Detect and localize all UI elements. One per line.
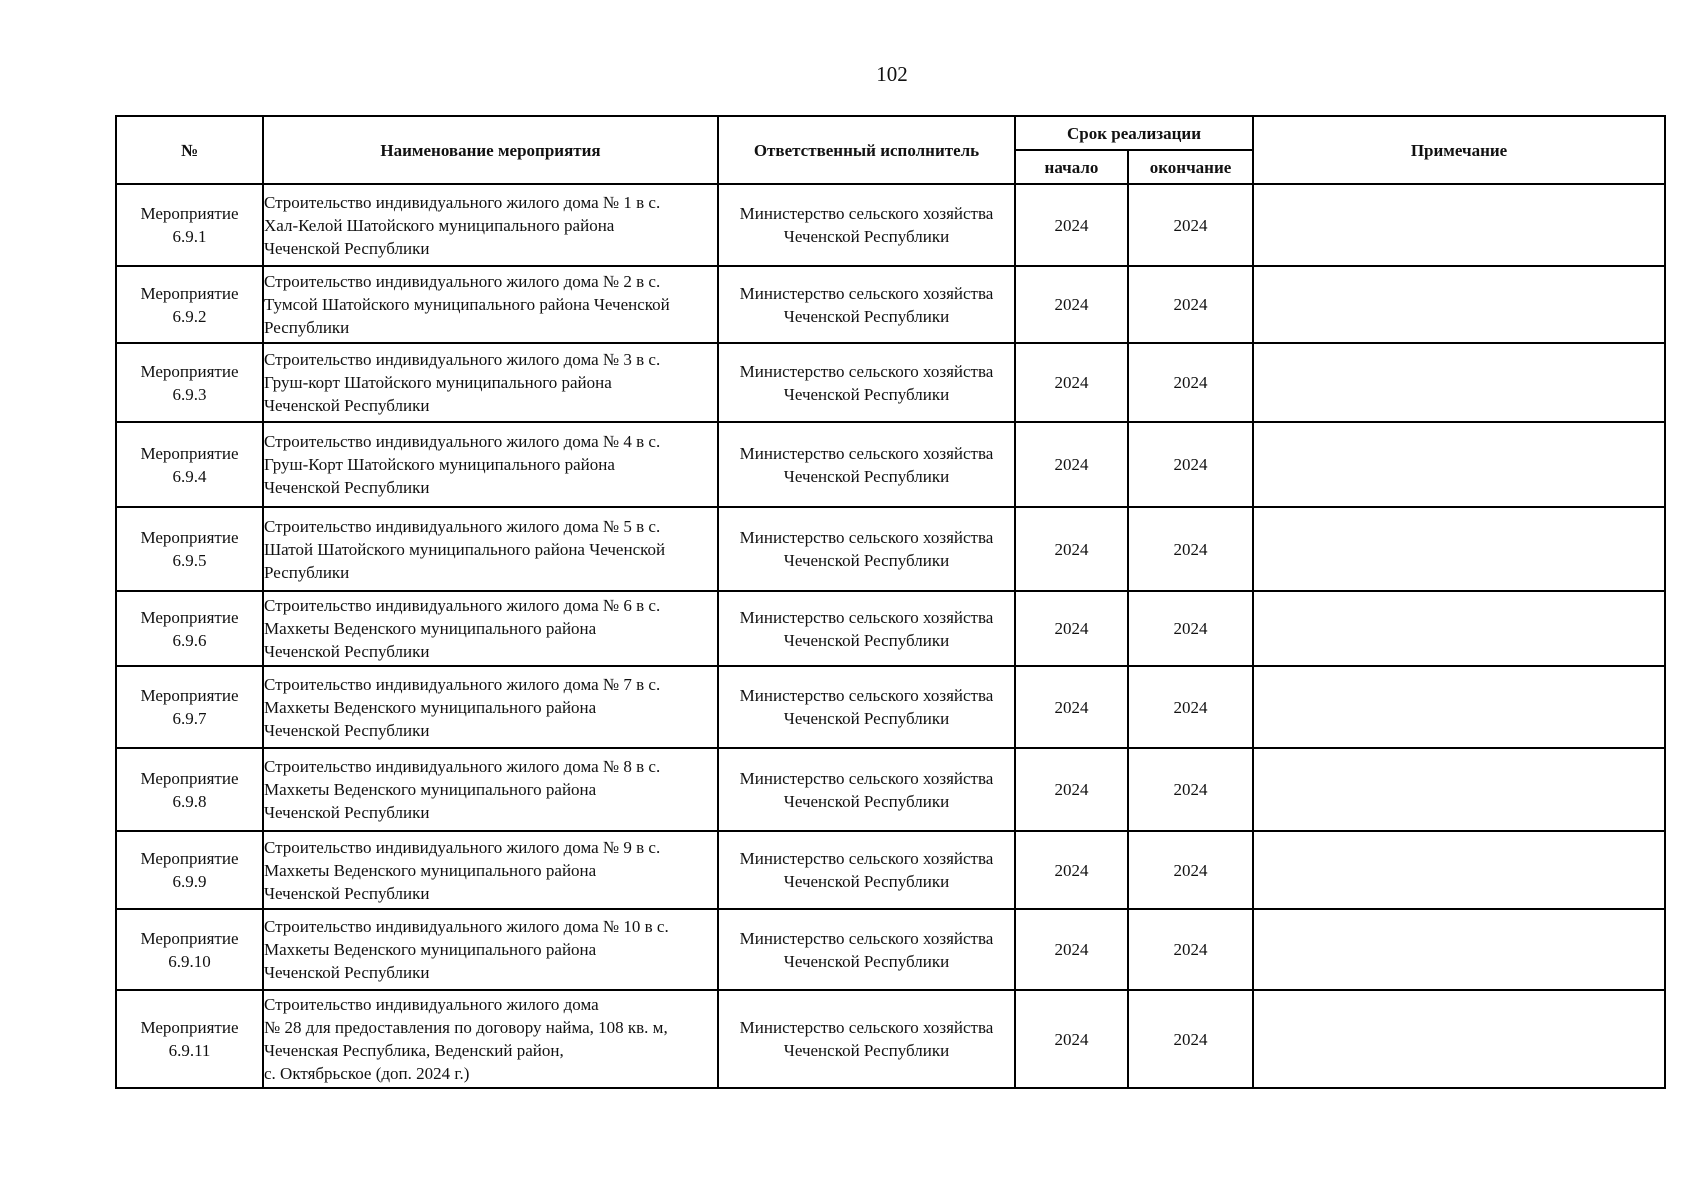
activity-name-cell-text: Строительство индивидуального жилого дома № 7 в с. Махкеты Веденского муниципального района Чеченской Республики (264, 674, 661, 740)
activity-name-cell-text: Строительство индивидуального жилого дома № 1 в с. Хал-Келой Шатойского муниципального района Чеченской Республики (264, 192, 661, 258)
end-year-cell (1128, 343, 1253, 422)
executor-cell (718, 343, 1015, 422)
start-year-cell-text: 2024 (1054, 860, 1089, 880)
executor-cell-text: Министерство сельского хозяйства Чеченской Республики (739, 607, 994, 650)
activity-number-cell (116, 591, 263, 666)
end-year-cell (1128, 184, 1253, 266)
end-year-cell-text: 2024 (1173, 697, 1208, 717)
activity-number-cell-text: Мероприятие 6.9.3 (140, 361, 239, 404)
executor-cell (718, 909, 1015, 990)
header-num: № (116, 116, 263, 184)
activity-number-cell-text: Мероприятие 6.9.11 (140, 1018, 239, 1060)
end-year-cell (1128, 748, 1253, 831)
end-year-cell (1128, 266, 1253, 343)
start-year-cell-text: 2024 (1054, 697, 1089, 717)
end-year-cell (1128, 591, 1253, 666)
activity-name-cell (263, 422, 718, 507)
activity-name-cell-text: Строительство индивидуального жилого дома № 9 в с. Махкеты Веденского муниципального района Чеченской Республики (264, 837, 661, 903)
start-year-cell (1015, 422, 1128, 507)
executor-cell (718, 184, 1015, 266)
executor-cell-text: Министерство сельского хозяйства Чеченской Республики (739, 528, 994, 570)
header-name: Наименование мероприятия (263, 116, 718, 184)
start-year-cell-text: 2024 (1054, 215, 1089, 235)
start-year-cell-text: 2024 (1054, 455, 1089, 474)
end-year-cell-text: 2024 (1173, 373, 1208, 392)
end-year-cell-text: 2024 (1173, 780, 1208, 799)
end-year-cell (1128, 666, 1253, 748)
activity-number-cell-text: Мероприятие 6.9.10 (140, 928, 239, 971)
activity-name-cell-text: Строительство индивидуального жилого дома № 4 в с. Груш-Корт Шатойского муниципального района Чеченской Республики (264, 432, 661, 497)
executor-cell-text: Министерство сельского хозяйства Чеченской Республики (739, 443, 994, 486)
start-year-cell (1015, 990, 1128, 1088)
executor-cell-text: Министерство сельского хозяйства Чеченской Республики (739, 686, 994, 728)
header-end: окончание (1128, 150, 1253, 184)
activity-name-cell-text: Строительство индивидуального жилого дома № 10 в с. Махкеты Веденского муниципального района Чеченской Республики (264, 917, 669, 982)
executor-cell (718, 422, 1015, 507)
note-cell (1253, 909, 1665, 990)
activity-name-cell-text: Строительство индивидуального жилого дома № 3 в с. Груш-корт Шатойского муниципального района Чеченской Республики (264, 350, 661, 415)
end-year-cell-text: 2024 (1173, 295, 1208, 314)
activity-number-cell (116, 748, 263, 831)
end-year-cell-text: 2024 (1173, 539, 1208, 559)
end-year-cell-text: 2024 (1173, 940, 1208, 959)
table-row (116, 422, 1665, 507)
executor-cell-text: Министерство сельского хозяйства Чеченской Республики (739, 1018, 994, 1060)
table-row (116, 591, 1665, 666)
activity-number-cell (116, 422, 263, 507)
note-cell (1253, 591, 1665, 666)
activity-number-cell (116, 266, 263, 343)
start-year-cell-text: 2024 (1054, 780, 1089, 799)
activity-name-cell (263, 591, 718, 666)
end-year-cell (1128, 990, 1253, 1088)
end-year-cell (1128, 507, 1253, 591)
activity-name-cell-text: Строительство индивидуального жилого дома № 8 в с. Махкеты Веденского муниципального района Чеченской Республики (264, 757, 661, 822)
start-year-cell (1015, 184, 1128, 266)
executor-cell (718, 666, 1015, 748)
note-cell (1253, 422, 1665, 507)
note-cell (1253, 990, 1665, 1088)
table-row (116, 748, 1665, 831)
executor-cell-text: Министерство сельского хозяйства Чеченской Республики (739, 928, 994, 971)
executor-cell-text: Министерство сельского хозяйства Чеченской Республики (739, 361, 994, 404)
activity-number-cell (116, 507, 263, 591)
activity-name-cell (263, 184, 718, 266)
note-cell (1253, 507, 1665, 591)
header-executor: Ответственный исполнитель (718, 116, 1015, 184)
note-cell (1253, 343, 1665, 422)
end-year-cell (1128, 831, 1253, 909)
table-row (116, 507, 1665, 591)
activity-name-cell-text: Строительство индивидуального жилого дома № 5 в с. Шатой Шатойского муниципального района Чеченской Республики (264, 516, 666, 582)
activity-name-cell (263, 266, 718, 343)
start-year-cell-text: 2024 (1054, 619, 1089, 638)
activity-number-cell (116, 666, 263, 748)
activity-number-cell-text: Мероприятие 6.9.8 (140, 768, 239, 811)
executor-cell (718, 591, 1015, 666)
start-year-cell (1015, 748, 1128, 831)
start-year-cell (1015, 507, 1128, 591)
table-row (116, 666, 1665, 748)
activity-name-cell-text: Строительство индивидуального жилого дома № 28 для предоставления по договору найма, 108 кв. м, Чеченская Республика, Веденский район, с. Октябрьское (доп. 2024 г.) (264, 995, 668, 1083)
table-row (116, 909, 1665, 990)
table-row (116, 184, 1665, 266)
activity-number-cell (116, 990, 263, 1088)
table-row (116, 266, 1665, 343)
activity-number-cell-text: Мероприятие 6.9.2 (140, 283, 239, 326)
executor-cell-text: Министерство сельского хозяйства Чеченской Республики (739, 283, 994, 326)
start-year-cell (1015, 831, 1128, 909)
header-start: начало (1015, 150, 1128, 184)
end-year-cell-text: 2024 (1173, 619, 1208, 638)
executor-cell-text: Министерство сельского хозяйства Чеченской Республики (739, 768, 994, 811)
activity-number-cell-text: Мероприятие 6.9.9 (140, 849, 239, 891)
activity-name-cell (263, 909, 718, 990)
table-body (116, 184, 1665, 1088)
note-cell (1253, 666, 1665, 748)
note-cell (1253, 831, 1665, 909)
activities-table (115, 115, 1666, 1089)
activity-number-cell-text: Мероприятие 6.9.1 (140, 204, 239, 246)
activity-number-cell-text: Мероприятие 6.9.6 (140, 607, 239, 650)
activity-number-cell (116, 909, 263, 990)
activity-number-cell (116, 184, 263, 266)
table-row (116, 831, 1665, 909)
start-year-cell-text: 2024 (1054, 940, 1089, 959)
executor-cell (718, 831, 1015, 909)
activity-name-cell (263, 831, 718, 909)
table-row (116, 990, 1665, 1088)
start-year-cell (1015, 666, 1128, 748)
activity-name-cell (263, 343, 718, 422)
start-year-cell (1015, 591, 1128, 666)
executor-cell (718, 266, 1015, 343)
executor-cell (718, 748, 1015, 831)
table-header-row (116, 116, 1665, 150)
start-year-cell-text: 2024 (1054, 1029, 1089, 1049)
header-period: Срок реализации (1015, 116, 1253, 150)
table-row (116, 343, 1665, 422)
activity-name-cell (263, 748, 718, 831)
start-year-cell-text: 2024 (1054, 373, 1089, 392)
note-cell (1253, 184, 1665, 266)
activity-number-cell-text: Мероприятие 6.9.4 (140, 443, 239, 486)
executor-cell-text: Министерство сельского хозяйства Чеченской Республики (739, 204, 994, 246)
activity-number-cell (116, 831, 263, 909)
header-note: Примечание (1253, 116, 1665, 184)
note-cell (1253, 266, 1665, 343)
executor-cell (718, 990, 1015, 1088)
activity-name-cell-text: Строительство индивидуального жилого дома № 6 в с. Махкеты Веденского муниципального района Чеченской Республики (264, 596, 661, 661)
activity-name-cell (263, 507, 718, 591)
start-year-cell (1015, 266, 1128, 343)
end-year-cell (1128, 422, 1253, 507)
page-number: 102 (876, 62, 908, 86)
note-cell (1253, 748, 1665, 831)
activity-name-cell (263, 990, 718, 1088)
activity-name-cell-text: Строительство индивидуального жилого дома № 2 в с. Тумсой Шатойского муниципального района Чеченской Республики (264, 272, 670, 337)
activity-number-cell-text: Мероприятие 6.9.7 (140, 686, 239, 728)
activity-number-cell (116, 343, 263, 422)
end-year-cell-text: 2024 (1173, 215, 1208, 235)
start-year-cell-text: 2024 (1054, 539, 1089, 559)
start-year-cell-text: 2024 (1054, 295, 1089, 314)
end-year-cell (1128, 909, 1253, 990)
end-year-cell-text: 2024 (1173, 1029, 1208, 1049)
executor-cell-text: Министерство сельского хозяйства Чеченской Республики (739, 849, 994, 891)
end-year-cell-text: 2024 (1173, 860, 1208, 880)
start-year-cell (1015, 343, 1128, 422)
executor-cell (718, 507, 1015, 591)
end-year-cell-text: 2024 (1173, 455, 1208, 474)
activity-name-cell (263, 666, 718, 748)
start-year-cell (1015, 909, 1128, 990)
activity-number-cell-text: Мероприятие 6.9.5 (140, 528, 239, 570)
